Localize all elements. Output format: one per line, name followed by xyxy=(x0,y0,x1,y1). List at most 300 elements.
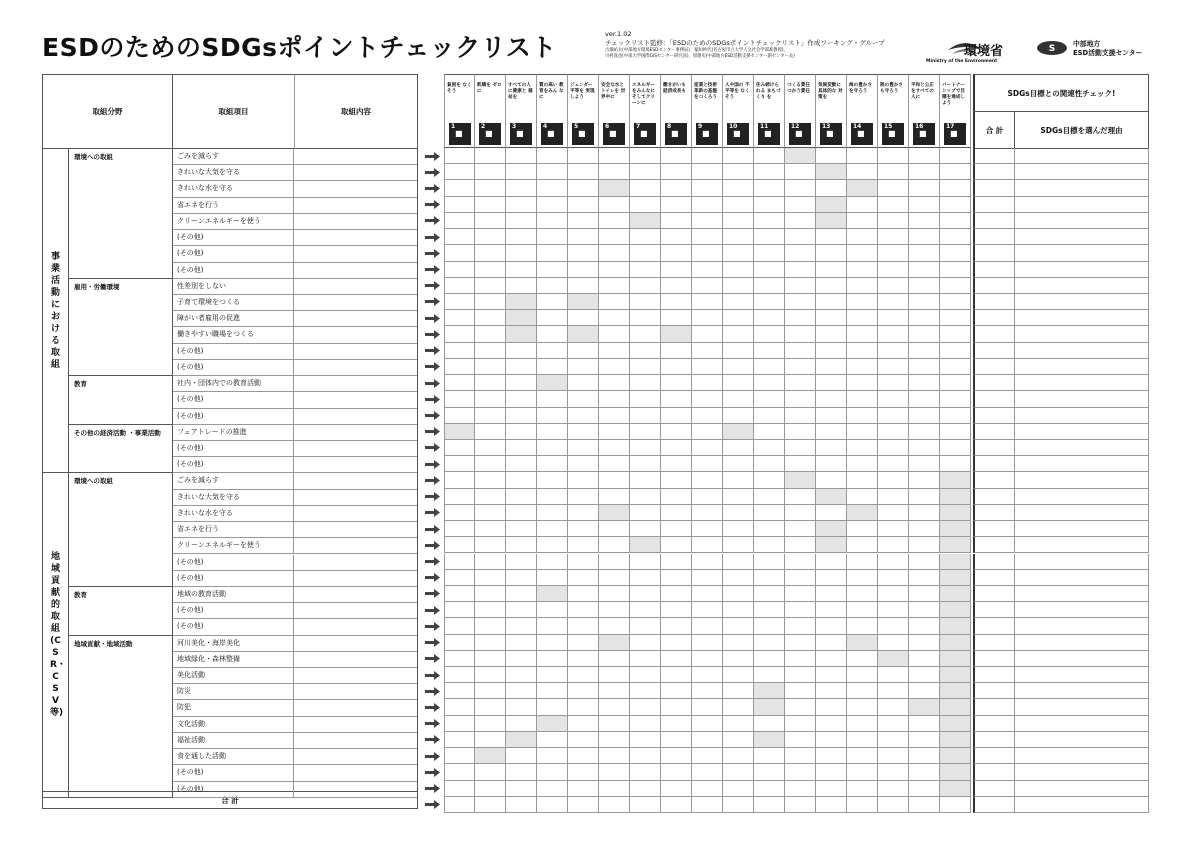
sdg-check-cell[interactable] xyxy=(878,472,909,488)
sdg-check-cell[interactable] xyxy=(909,245,940,261)
sdg-check-cell[interactable] xyxy=(847,229,878,245)
sdg-check-cell[interactable] xyxy=(692,521,723,537)
sdg-check-cell[interactable] xyxy=(785,164,816,180)
sdg-check-cell[interactable] xyxy=(568,489,599,505)
sdg-check-cell[interactable] xyxy=(692,375,723,391)
sdg-check-cell[interactable] xyxy=(847,732,878,748)
sdg-check-cell[interactable] xyxy=(785,748,816,764)
reason-cell[interactable] xyxy=(1014,716,1149,732)
sdg-check-cell[interactable] xyxy=(475,667,506,683)
sdg-check-cell[interactable] xyxy=(692,294,723,310)
sdg-check-cell[interactable] xyxy=(847,554,878,570)
sdg-check-cell[interactable] xyxy=(878,570,909,586)
sdg-check-cell[interactable] xyxy=(444,618,475,634)
content-input[interactable] xyxy=(294,603,417,618)
reason-cell[interactable] xyxy=(1014,537,1149,553)
sdg-check-cell[interactable] xyxy=(816,489,847,505)
content-input[interactable] xyxy=(294,684,417,699)
sdg-check-cell[interactable] xyxy=(599,278,630,294)
reason-cell[interactable] xyxy=(1014,764,1149,780)
sdg-check-cell[interactable] xyxy=(878,489,909,505)
sdg-check-cell[interactable] xyxy=(475,683,506,699)
sdg-check-cell[interactable] xyxy=(847,570,878,586)
sdg-check-cell[interactable] xyxy=(754,748,785,764)
sdg-check-cell[interactable] xyxy=(692,537,723,553)
sdg-check-cell[interactable] xyxy=(444,424,475,440)
reason-cell[interactable] xyxy=(1014,440,1149,456)
sdg-check-cell[interactable] xyxy=(754,424,785,440)
sdg-check-cell[interactable] xyxy=(909,180,940,196)
sdg-check-cell[interactable] xyxy=(692,651,723,667)
sdg-check-cell[interactable] xyxy=(692,164,723,180)
sdg-check-cell[interactable] xyxy=(537,197,568,213)
content-input[interactable] xyxy=(294,392,417,407)
sdg-check-cell[interactable] xyxy=(506,180,537,196)
sdg-check-cell[interactable] xyxy=(475,408,506,424)
sdg-check-cell[interactable] xyxy=(847,586,878,602)
sdg-check-cell[interactable] xyxy=(909,213,940,229)
sdg-check-cell[interactable] xyxy=(537,716,568,732)
sdg-check-cell[interactable] xyxy=(661,148,692,164)
reason-cell[interactable] xyxy=(1014,781,1149,797)
sdg-check-cell[interactable] xyxy=(630,262,661,278)
content-input[interactable] xyxy=(294,765,417,780)
sdg-check-cell[interactable] xyxy=(940,359,971,375)
sdg-check-cell[interactable] xyxy=(661,213,692,229)
sdg-check-cell[interactable] xyxy=(754,213,785,229)
sdg-check-cell[interactable] xyxy=(506,391,537,407)
sdg-check-cell[interactable] xyxy=(692,278,723,294)
sdg-check-cell[interactable] xyxy=(475,618,506,634)
sdg-check-cell[interactable] xyxy=(661,667,692,683)
sdg-check-cell[interactable] xyxy=(692,180,723,196)
sdg-check-cell[interactable] xyxy=(506,764,537,780)
sdg-check-cell[interactable] xyxy=(847,408,878,424)
content-input[interactable] xyxy=(294,700,417,715)
sdg-check-cell[interactable] xyxy=(723,586,754,602)
sdg-check-cell[interactable] xyxy=(506,440,537,456)
sdg-check-cell[interactable] xyxy=(444,262,475,278)
sdg-check-cell[interactable] xyxy=(568,278,599,294)
sdg-check-cell[interactable] xyxy=(537,797,568,813)
sdg-check-cell[interactable] xyxy=(785,262,816,278)
sdg-check-cell[interactable] xyxy=(537,424,568,440)
sdg-check-cell[interactable] xyxy=(537,651,568,667)
sdg-check-cell[interactable] xyxy=(785,391,816,407)
sdg-check-cell[interactable] xyxy=(847,602,878,618)
sdg-check-cell[interactable] xyxy=(630,683,661,699)
sdg-check-cell[interactable] xyxy=(723,716,754,732)
sdg-check-cell[interactable] xyxy=(692,408,723,424)
sdg-check-cell[interactable] xyxy=(847,781,878,797)
sdg-check-cell[interactable] xyxy=(909,229,940,245)
sdg-check-cell[interactable] xyxy=(599,683,630,699)
sdg-check-cell[interactable] xyxy=(537,440,568,456)
sdg-check-cell[interactable] xyxy=(723,262,754,278)
sdg-check-cell[interactable] xyxy=(630,229,661,245)
sdg-check-cell[interactable] xyxy=(878,391,909,407)
sdg-check-cell[interactable] xyxy=(723,635,754,651)
sdg-check-cell[interactable] xyxy=(599,180,630,196)
reason-cell[interactable] xyxy=(1014,164,1149,180)
content-input[interactable] xyxy=(294,538,417,553)
sdg-check-cell[interactable] xyxy=(537,699,568,715)
sdg-check-cell[interactable] xyxy=(816,764,847,780)
sdg-check-cell[interactable] xyxy=(444,326,475,342)
sdg-check-cell[interactable] xyxy=(599,602,630,618)
sdg-check-cell[interactable] xyxy=(785,554,816,570)
sdg-check-cell[interactable] xyxy=(661,570,692,586)
sdg-check-cell[interactable] xyxy=(630,667,661,683)
sdg-check-cell[interactable] xyxy=(506,732,537,748)
sdg-check-cell[interactable] xyxy=(444,375,475,391)
sdg-check-cell[interactable] xyxy=(444,197,475,213)
sdg-check-cell[interactable] xyxy=(630,440,661,456)
sdg-check-cell[interactable] xyxy=(785,310,816,326)
sdg-check-cell[interactable] xyxy=(630,180,661,196)
reason-cell[interactable] xyxy=(1014,570,1149,586)
sdg-check-cell[interactable] xyxy=(661,180,692,196)
sdg-check-cell[interactable] xyxy=(940,586,971,602)
sdg-check-cell[interactable] xyxy=(630,343,661,359)
sdg-check-cell[interactable] xyxy=(754,667,785,683)
sdg-check-cell[interactable] xyxy=(816,278,847,294)
sdg-check-cell[interactable] xyxy=(785,618,816,634)
sdg-check-cell[interactable] xyxy=(816,359,847,375)
sdg-check-cell[interactable] xyxy=(537,456,568,472)
sdg-check-cell[interactable] xyxy=(599,229,630,245)
sdg-check-cell[interactable] xyxy=(568,229,599,245)
sdg-check-cell[interactable] xyxy=(847,424,878,440)
sdg-check-cell[interactable] xyxy=(568,505,599,521)
reason-cell[interactable] xyxy=(1014,375,1149,391)
sdg-check-cell[interactable] xyxy=(599,699,630,715)
sdg-check-cell[interactable] xyxy=(754,408,785,424)
reason-cell[interactable] xyxy=(1014,521,1149,537)
total-cell[interactable] xyxy=(973,732,1015,748)
sdg-check-cell[interactable] xyxy=(568,164,599,180)
sdg-check-cell[interactable] xyxy=(909,440,940,456)
sdg-check-cell[interactable] xyxy=(630,294,661,310)
sdg-check-cell[interactable] xyxy=(785,797,816,813)
sdg-check-cell[interactable] xyxy=(909,716,940,732)
sdg-check-cell[interactable] xyxy=(847,489,878,505)
sdg-check-cell[interactable] xyxy=(785,667,816,683)
sdg-check-cell[interactable] xyxy=(723,554,754,570)
sdg-check-cell[interactable] xyxy=(475,310,506,326)
sdg-check-cell[interactable] xyxy=(909,391,940,407)
sdg-check-cell[interactable] xyxy=(599,667,630,683)
sdg-check-cell[interactable] xyxy=(537,278,568,294)
sdg-check-cell[interactable] xyxy=(909,602,940,618)
sdg-check-cell[interactable] xyxy=(940,716,971,732)
reason-cell[interactable] xyxy=(1014,262,1149,278)
sdg-check-cell[interactable] xyxy=(878,505,909,521)
sdg-check-cell[interactable] xyxy=(692,732,723,748)
sdg-check-cell[interactable] xyxy=(537,164,568,180)
sdg-check-cell[interactable] xyxy=(475,424,506,440)
sdg-check-cell[interactable] xyxy=(475,716,506,732)
sdg-check-cell[interactable] xyxy=(599,472,630,488)
sdg-check-cell[interactable] xyxy=(506,667,537,683)
content-input[interactable] xyxy=(294,490,417,505)
sdg-check-cell[interactable] xyxy=(506,229,537,245)
total-cell[interactable] xyxy=(973,489,1015,505)
sdg-check-cell[interactable] xyxy=(940,683,971,699)
sdg-check-cell[interactable] xyxy=(816,245,847,261)
sdg-check-cell[interactable] xyxy=(723,229,754,245)
sdg-check-cell[interactable] xyxy=(444,148,475,164)
sdg-check-cell[interactable] xyxy=(909,424,940,440)
sdg-check-cell[interactable] xyxy=(785,456,816,472)
sdg-check-cell[interactable] xyxy=(599,294,630,310)
sdg-check-cell[interactable] xyxy=(630,748,661,764)
sdg-check-cell[interactable] xyxy=(723,472,754,488)
sdg-check-cell[interactable] xyxy=(754,618,785,634)
sdg-check-cell[interactable] xyxy=(630,635,661,651)
sdg-check-cell[interactable] xyxy=(940,180,971,196)
sdg-check-cell[interactable] xyxy=(754,764,785,780)
sdg-check-cell[interactable] xyxy=(599,716,630,732)
content-input[interactable] xyxy=(294,181,417,196)
sdg-check-cell[interactable] xyxy=(692,213,723,229)
total-cell[interactable] xyxy=(973,781,1015,797)
sdg-check-cell[interactable] xyxy=(785,180,816,196)
sdg-check-cell[interactable] xyxy=(661,651,692,667)
sdg-check-cell[interactable] xyxy=(661,278,692,294)
sdg-check-cell[interactable] xyxy=(537,683,568,699)
sdg-check-cell[interactable] xyxy=(847,618,878,634)
sdg-check-cell[interactable] xyxy=(568,781,599,797)
sdg-check-cell[interactable] xyxy=(475,472,506,488)
sdg-check-cell[interactable] xyxy=(754,699,785,715)
sdg-check-cell[interactable] xyxy=(754,310,785,326)
sdg-check-cell[interactable] xyxy=(506,699,537,715)
sdg-check-cell[interactable] xyxy=(723,180,754,196)
reason-cell[interactable] xyxy=(1014,456,1149,472)
content-input[interactable] xyxy=(294,668,417,683)
sdg-check-cell[interactable] xyxy=(537,262,568,278)
sdg-check-cell[interactable] xyxy=(506,472,537,488)
sdg-check-cell[interactable] xyxy=(754,391,785,407)
sdg-check-cell[interactable] xyxy=(475,748,506,764)
sdg-check-cell[interactable] xyxy=(661,618,692,634)
sdg-check-cell[interactable] xyxy=(661,229,692,245)
sdg-check-cell[interactable] xyxy=(444,310,475,326)
sdg-check-cell[interactable] xyxy=(816,602,847,618)
sdg-check-cell[interactable] xyxy=(568,262,599,278)
sdg-check-cell[interactable] xyxy=(506,602,537,618)
sdg-check-cell[interactable] xyxy=(909,521,940,537)
sdg-check-cell[interactable] xyxy=(661,456,692,472)
sdg-check-cell[interactable] xyxy=(940,343,971,359)
sdg-check-cell[interactable] xyxy=(785,521,816,537)
sdg-check-cell[interactable] xyxy=(506,586,537,602)
total-cell[interactable] xyxy=(973,148,1015,164)
sdg-check-cell[interactable] xyxy=(475,375,506,391)
sdg-check-cell[interactable] xyxy=(630,618,661,634)
total-cell[interactable] xyxy=(973,748,1015,764)
sdg-check-cell[interactable] xyxy=(816,716,847,732)
sdg-check-cell[interactable] xyxy=(661,683,692,699)
reason-cell[interactable] xyxy=(1014,424,1149,440)
sdg-check-cell[interactable] xyxy=(692,797,723,813)
sdg-check-cell[interactable] xyxy=(568,310,599,326)
sdg-check-cell[interactable] xyxy=(847,797,878,813)
sdg-check-cell[interactable] xyxy=(568,326,599,342)
sdg-check-cell[interactable] xyxy=(785,245,816,261)
sdg-check-cell[interactable] xyxy=(537,229,568,245)
total-cell[interactable] xyxy=(973,456,1015,472)
sdg-check-cell[interactable] xyxy=(940,764,971,780)
sdg-check-cell[interactable] xyxy=(506,537,537,553)
sdg-check-cell[interactable] xyxy=(630,245,661,261)
sdg-check-cell[interactable] xyxy=(661,343,692,359)
content-input[interactable] xyxy=(294,782,417,797)
total-cell[interactable] xyxy=(973,229,1015,245)
sdg-check-cell[interactable] xyxy=(878,602,909,618)
total-cell[interactable] xyxy=(973,391,1015,407)
sdg-check-cell[interactable] xyxy=(630,197,661,213)
sdg-check-cell[interactable] xyxy=(661,391,692,407)
sdg-check-cell[interactable] xyxy=(506,148,537,164)
sdg-check-cell[interactable] xyxy=(475,732,506,748)
content-input[interactable] xyxy=(294,295,417,310)
sdg-check-cell[interactable] xyxy=(816,375,847,391)
sdg-check-cell[interactable] xyxy=(475,326,506,342)
sdg-check-cell[interactable] xyxy=(847,197,878,213)
sdg-check-cell[interactable] xyxy=(537,764,568,780)
sdg-check-cell[interactable] xyxy=(444,537,475,553)
reason-cell[interactable] xyxy=(1014,489,1149,505)
sdg-check-cell[interactable] xyxy=(847,164,878,180)
sdg-check-cell[interactable] xyxy=(630,716,661,732)
sdg-check-cell[interactable] xyxy=(537,343,568,359)
sdg-check-cell[interactable] xyxy=(537,310,568,326)
total-cell[interactable] xyxy=(973,570,1015,586)
total-cell[interactable] xyxy=(973,262,1015,278)
sdg-check-cell[interactable] xyxy=(537,391,568,407)
sdg-check-cell[interactable] xyxy=(630,326,661,342)
sdg-check-cell[interactable] xyxy=(599,505,630,521)
sdg-check-cell[interactable] xyxy=(754,554,785,570)
sdg-check-cell[interactable] xyxy=(723,148,754,164)
reason-cell[interactable] xyxy=(1014,472,1149,488)
total-cell[interactable] xyxy=(973,716,1015,732)
sdg-check-cell[interactable] xyxy=(878,651,909,667)
total-cell[interactable] xyxy=(973,197,1015,213)
sdg-check-cell[interactable] xyxy=(537,635,568,651)
sdg-check-cell[interactable] xyxy=(444,732,475,748)
sdg-check-cell[interactable] xyxy=(475,180,506,196)
sdg-check-cell[interactable] xyxy=(661,764,692,780)
sdg-check-cell[interactable] xyxy=(909,278,940,294)
sdg-check-cell[interactable] xyxy=(568,375,599,391)
content-input[interactable] xyxy=(294,198,417,213)
sdg-check-cell[interactable] xyxy=(537,781,568,797)
sdg-check-cell[interactable] xyxy=(940,635,971,651)
sdg-check-cell[interactable] xyxy=(909,797,940,813)
sdg-check-cell[interactable] xyxy=(909,326,940,342)
sdg-check-cell[interactable] xyxy=(537,537,568,553)
content-input[interactable] xyxy=(294,749,417,764)
sdg-check-cell[interactable] xyxy=(816,343,847,359)
sdg-check-cell[interactable] xyxy=(444,229,475,245)
sdg-check-cell[interactable] xyxy=(599,197,630,213)
sdg-check-cell[interactable] xyxy=(630,570,661,586)
sdg-check-cell[interactable] xyxy=(661,781,692,797)
sdg-check-cell[interactable] xyxy=(475,456,506,472)
sdg-check-cell[interactable] xyxy=(661,716,692,732)
reason-cell[interactable] xyxy=(1014,310,1149,326)
sdg-check-cell[interactable] xyxy=(847,326,878,342)
sdg-check-cell[interactable] xyxy=(630,164,661,180)
sdg-check-cell[interactable] xyxy=(506,683,537,699)
sdg-check-cell[interactable] xyxy=(723,375,754,391)
reason-cell[interactable] xyxy=(1014,554,1149,570)
sdg-check-cell[interactable] xyxy=(537,618,568,634)
sdg-check-cell[interactable] xyxy=(754,797,785,813)
sdg-check-cell[interactable] xyxy=(816,537,847,553)
sdg-check-cell[interactable] xyxy=(940,602,971,618)
sdg-check-cell[interactable] xyxy=(506,164,537,180)
sdg-check-cell[interactable] xyxy=(661,797,692,813)
sdg-check-cell[interactable] xyxy=(723,391,754,407)
sdg-check-cell[interactable] xyxy=(444,213,475,229)
sdg-check-cell[interactable] xyxy=(506,570,537,586)
sdg-check-cell[interactable] xyxy=(444,635,475,651)
total-cell[interactable] xyxy=(973,245,1015,261)
sdg-check-cell[interactable] xyxy=(754,732,785,748)
sdg-check-cell[interactable] xyxy=(878,537,909,553)
sdg-check-cell[interactable] xyxy=(537,375,568,391)
content-input[interactable] xyxy=(294,279,417,294)
total-cell[interactable] xyxy=(973,375,1015,391)
sdg-check-cell[interactable] xyxy=(630,213,661,229)
sdg-check-cell[interactable] xyxy=(878,764,909,780)
total-cell[interactable] xyxy=(973,180,1015,196)
sdg-check-cell[interactable] xyxy=(661,424,692,440)
sdg-check-cell[interactable] xyxy=(940,472,971,488)
sdg-check-cell[interactable] xyxy=(692,764,723,780)
sdg-check-cell[interactable] xyxy=(568,424,599,440)
sdg-check-cell[interactable] xyxy=(599,570,630,586)
sdg-check-cell[interactable] xyxy=(940,245,971,261)
sdg-check-cell[interactable] xyxy=(878,278,909,294)
sdg-check-cell[interactable] xyxy=(878,180,909,196)
sdg-check-cell[interactable] xyxy=(909,748,940,764)
sdg-check-cell[interactable] xyxy=(599,489,630,505)
sdg-check-cell[interactable] xyxy=(475,391,506,407)
sdg-check-cell[interactable] xyxy=(444,343,475,359)
sdg-check-cell[interactable] xyxy=(847,699,878,715)
sdg-check-cell[interactable] xyxy=(754,635,785,651)
sdg-check-cell[interactable] xyxy=(506,326,537,342)
sdg-check-cell[interactable] xyxy=(723,667,754,683)
sdg-check-cell[interactable] xyxy=(909,667,940,683)
sdg-check-cell[interactable] xyxy=(537,570,568,586)
sdg-check-cell[interactable] xyxy=(878,440,909,456)
sdg-check-cell[interactable] xyxy=(444,781,475,797)
sdg-check-cell[interactable] xyxy=(816,180,847,196)
sdg-check-cell[interactable] xyxy=(599,732,630,748)
sdg-check-cell[interactable] xyxy=(568,456,599,472)
sdg-check-cell[interactable] xyxy=(692,667,723,683)
sdg-check-cell[interactable] xyxy=(909,699,940,715)
sdg-check-cell[interactable] xyxy=(692,440,723,456)
sdg-check-cell[interactable] xyxy=(661,326,692,342)
sdg-check-cell[interactable] xyxy=(940,521,971,537)
